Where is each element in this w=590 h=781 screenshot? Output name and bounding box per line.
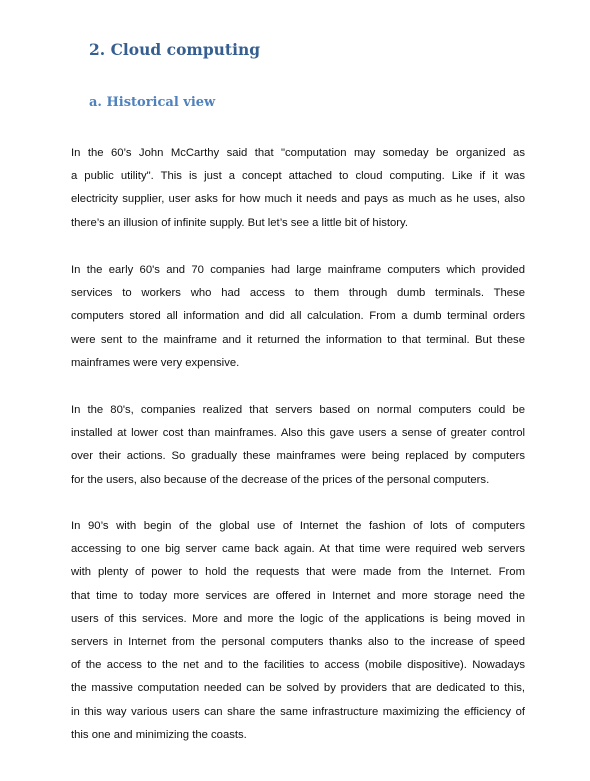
text-line: were sent to the mainframe and it returned the information to that terminal. But these bbox=[71, 333, 525, 346]
paragraph-mainframes bbox=[71, 259, 525, 375]
text-line: there’s an illusion of infinite supply. But let’s see a little bit of history. bbox=[71, 216, 408, 229]
text-line: for the users, also because of the decrease of the prices of the personal computers. bbox=[71, 473, 490, 486]
paragraph-80s bbox=[71, 399, 525, 492]
text-line: that time to today more services are offered in Internet and more storage need the bbox=[71, 589, 525, 602]
text-line: over their actions. So gradually these mainframes were being replaced by computers bbox=[71, 450, 525, 463]
text-line: in this way various users can share the same infrastructure maximizing the efficiency of bbox=[71, 705, 525, 718]
text-line: installed at lower cost than mainframes. Also this gave users a sense of greater control bbox=[71, 427, 525, 440]
text-line: In the 60’s John McCarthy said that "computation may someday be organized as bbox=[71, 147, 525, 159]
text-line: accessing to one big server came back again. At that time were required web servers bbox=[71, 543, 525, 556]
text-line: mainframes were very expensive. bbox=[71, 356, 240, 369]
text-line: with plenty of power to hold the requests that were made from the Internet. From bbox=[71, 566, 525, 579]
text-line: In the early 60's and 70 companies had large mainframe computers which provided bbox=[71, 264, 525, 276]
text-line: the massive computation needed can be solved by providers that are dedicated to this, bbox=[71, 682, 525, 695]
text-line: In the 80's, companies realized that servers based on normal computers could be bbox=[71, 404, 525, 416]
text-line: users of this services. More and more the logic of the applications is being moved in bbox=[71, 612, 525, 625]
text-line: this one and minimizing the coasts. bbox=[71, 728, 247, 741]
text-line: electricity supplier, user asks for how much it needs and pays as much as he uses, also bbox=[71, 193, 525, 206]
paragraph-mccarthy bbox=[71, 142, 525, 235]
text-line: In 90’s with begin of the global use of Internet the fashion of lots of computers bbox=[71, 520, 525, 532]
text-line: computers stored all information and did all calculation. From a dumb terminal orders bbox=[71, 310, 525, 323]
section-heading: 2. Cloud computing bbox=[89, 40, 261, 59]
paragraph-90s bbox=[71, 515, 525, 747]
text-line: servers in Internet from the personal computers thanks also to the increase of speed bbox=[71, 635, 525, 648]
text-line: services to workers who had access to them through dumb terminals. These bbox=[71, 287, 525, 300]
text-line: of the access to the net and to the facilities to access (mobile dispositive). Nowadays bbox=[71, 659, 525, 672]
subsection-heading: a. Historical view bbox=[89, 95, 216, 110]
text-line: a public utility". This is just a concept attached to cloud computing. Like if it was bbox=[71, 170, 525, 183]
